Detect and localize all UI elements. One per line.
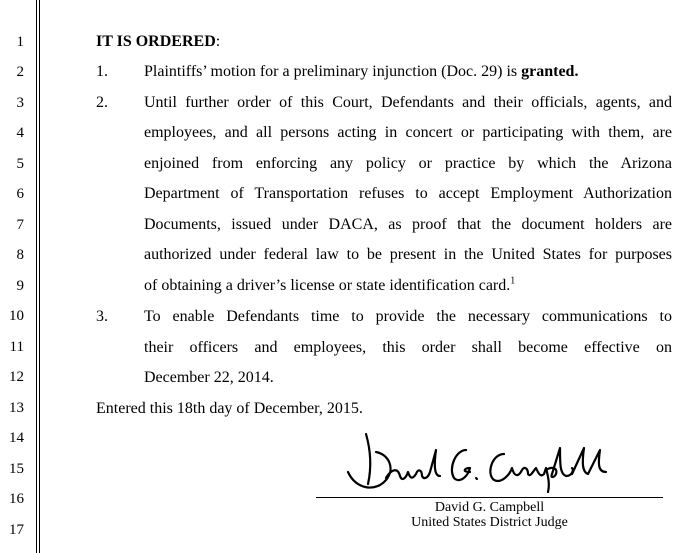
line-number: 2 bbox=[16, 64, 24, 80]
item-number: 2. bbox=[96, 94, 108, 111]
line-number: 12 bbox=[9, 369, 24, 385]
line-number: 1 bbox=[16, 34, 24, 50]
line-number: 7 bbox=[16, 217, 24, 233]
line-number: 16 bbox=[9, 491, 24, 507]
item-1-prefix: Plaintiffs’ motion for a preliminary injunction (Doc. 29) is bbox=[144, 63, 522, 80]
line-number: 15 bbox=[9, 461, 24, 477]
item-number: 3. bbox=[96, 308, 108, 325]
judge-title: United States District Judge bbox=[411, 515, 568, 530]
line-number: 11 bbox=[9, 339, 24, 355]
item-1-text bbox=[144, 62, 578, 81]
item-2-line: Until further order of this Court, Defendants and their officials, agents, and bbox=[144, 94, 672, 111]
entered-date: Entered this 18th day of December, 2015. bbox=[96, 400, 363, 417]
order-heading-colon: : bbox=[215, 33, 221, 50]
line-number: 3 bbox=[16, 95, 24, 111]
margin-rule-left bbox=[36, 0, 37, 553]
item-2-last-line bbox=[144, 276, 515, 295]
item-2-line: enjoined from enforcing any policy or practice by which the Arizona bbox=[144, 155, 672, 172]
line-number: 4 bbox=[16, 125, 24, 141]
item-3-last-line: December 22, 2014. bbox=[144, 369, 274, 386]
item-2-line: employees, and all persons acting in concert or participating with them, are bbox=[144, 124, 672, 141]
item-number: 1. bbox=[96, 63, 108, 80]
item-3-line: their officers and employees, this order shall become effective on bbox=[144, 339, 672, 356]
line-number: 8 bbox=[16, 247, 24, 263]
line-number: 5 bbox=[16, 156, 24, 172]
margin-rule-right bbox=[39, 0, 40, 553]
footnote-mark[interactable]: 1 bbox=[510, 275, 516, 287]
item-2-line: authorized under federal law to be present in the United States for purposes bbox=[144, 246, 672, 263]
order-heading bbox=[96, 32, 220, 51]
judge-name: David G. Campbell bbox=[434, 500, 545, 515]
line-number: 9 bbox=[16, 278, 24, 294]
handwritten-signature bbox=[346, 428, 608, 494]
line-number: 13 bbox=[9, 400, 24, 416]
line-number: 14 bbox=[9, 430, 24, 446]
item-3-line: To enable Defendants time to provide the necessary communications to bbox=[144, 308, 672, 325]
item-2-line: Documents, issued under DACA, as proof that the document holders are bbox=[144, 216, 672, 233]
line-number: 17 bbox=[9, 522, 24, 538]
signature-line bbox=[316, 497, 663, 498]
signature-block bbox=[316, 500, 663, 530]
item-2-last-text: of obtaining a driver’s license or state identification card. bbox=[144, 277, 511, 294]
item-1-bold: granted. bbox=[521, 63, 579, 80]
line-number: 6 bbox=[16, 186, 24, 202]
item-2-line: Department of Transportation refuses to accept Employment Authorization bbox=[144, 185, 672, 202]
order-heading-bold: IT IS ORDERED bbox=[96, 33, 216, 50]
line-number: 10 bbox=[9, 308, 24, 324]
